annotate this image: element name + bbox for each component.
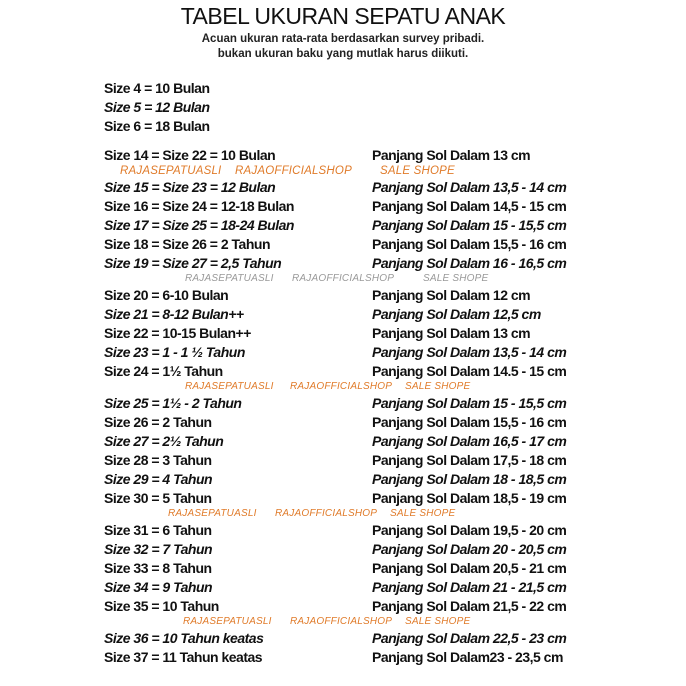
sole-length-label: Panjang Sol Dalam 12,5 cm (372, 306, 541, 322)
size-age-label: Size 24 = 1½ Tahun (104, 363, 223, 379)
watermark-text: RAJASEPATUASLI (185, 273, 274, 284)
size-age-label: Size 17 = Size 25 = 18-24 Bulan (104, 217, 294, 233)
sole-length-label: Panjang Sol Dalam 18,5 - 19 cm (372, 490, 567, 506)
size-age-label: Size 5 = 12 Bulan (104, 99, 210, 115)
sole-length-label: Panjang Sol Dalam 20,5 - 21 cm (372, 560, 567, 576)
watermark-text: RAJAOFFICIALSHOP (290, 616, 393, 627)
sole-length-label: Panjang Sol Dalam 12 cm (372, 287, 531, 303)
watermark-text: SALE SHOPE (423, 273, 489, 284)
sole-length-label: Panjang Sol Dalam 13 cm (372, 147, 531, 163)
size-age-label: Size 14 = Size 22 = 10 Bulan (104, 147, 276, 163)
watermark-text: RAJAOFFICIALSHOP (275, 508, 378, 519)
size-age-label: Size 32 = 7 Tahun (104, 541, 213, 557)
watermark-text: SALE SHOPE (405, 616, 471, 627)
size-age-label: Size 33 = 8 Tahun (104, 560, 212, 576)
sole-length-label: Panjang Sol Dalam 15,5 - 16 cm (372, 414, 567, 430)
size-age-label: Size 27 = 2½ Tahun (104, 433, 224, 449)
size-age-label: Size 4 = 10 Bulan (104, 80, 210, 96)
sole-length-label: Panjang Sol Dalam 15 - 15,5 cm (372, 217, 567, 233)
sole-length-label: Panjang Sol Dalam 16,5 - 17 cm (372, 433, 567, 449)
page-title: TABEL UKURAN SEPATU ANAK (180, 3, 506, 29)
size-age-label: Size 19 = Size 27 = 2,5 Tahun (104, 255, 282, 271)
size-age-label: Size 34 = 9 Tahun (104, 579, 213, 595)
sole-length-label: Panjang Sol Dalam 13,5 - 14 cm (372, 344, 567, 360)
watermark-text: RAJAOFFICIALSHOP (235, 165, 352, 177)
sole-length-label: Panjang Sol Dalam 20 - 20,5 cm (372, 541, 567, 557)
sole-length-label: Panjang Sol Dalam 17,5 - 18 cm (372, 452, 567, 468)
sole-length-label: Panjang Sol Dalam 16 - 16,5 cm (372, 255, 567, 271)
size-age-label: Size 31 = 6 Tahun (104, 522, 212, 538)
watermark-text: RAJASEPATUASLI (183, 616, 272, 627)
sole-length-label: Panjang Sol Dalam 15,5 - 16 cm (372, 236, 567, 252)
watermark-text: RAJASEPATUASLI (120, 165, 222, 177)
size-age-label: Size 22 = 10-15 Bulan++ (104, 325, 251, 341)
sole-length-label: Panjang Sol Dalam 19,5 - 20 cm (372, 522, 567, 538)
sole-length-label: Panjang Sol Dalam23 - 23,5 cm (372, 649, 563, 665)
sole-length-label: Panjang Sol Dalam 14.5 - 15 cm (372, 363, 567, 379)
size-age-label: Size 37 = 11 Tahun keatas (104, 649, 263, 665)
sole-length-label: Panjang Sol Dalam 21,5 - 22 cm (372, 598, 567, 614)
watermark-text: SALE SHOPE (380, 165, 455, 177)
sole-length-label: Panjang Sol Dalam 18 - 18,5 cm (372, 471, 567, 487)
size-age-label: Size 23 = 1 - 1 ½ Tahun (104, 344, 245, 360)
size-age-label: Size 36 = 10 Tahun keatas (104, 630, 264, 646)
subtitle-line-1: Acuan ukuran rata-rata berdasarkan survey pribadi. (201, 33, 485, 45)
size-age-label: Size 6 = 18 Bulan (104, 118, 210, 134)
watermark-text: RAJASEPATUASLI (168, 508, 257, 519)
sole-length-label: Panjang Sol Dalam 13 cm (372, 325, 531, 341)
sole-length-label: Panjang Sol Dalam 13,5 - 14 cm (372, 179, 567, 195)
size-age-label: Size 35 = 10 Tahun (104, 598, 219, 614)
watermark-text: SALE SHOPE (390, 508, 456, 519)
size-age-label: Size 16 = Size 24 = 12-18 Bulan (104, 198, 294, 214)
sole-length-label: Panjang Sol Dalam 14,5 - 15 cm (372, 198, 567, 214)
watermark-text: RAJAOFFICIALSHOP (290, 381, 393, 392)
size-age-label: Size 26 = 2 Tahun (104, 414, 212, 430)
size-age-label: Size 15 = Size 23 = 12 Bulan (104, 179, 276, 195)
sole-length-label: Panjang Sol Dalam 21 - 21,5 cm (372, 579, 567, 595)
watermark-text: RAJAOFFICIALSHOP (292, 273, 395, 284)
sole-length-label: Panjang Sol Dalam 22,5 - 23 cm (372, 630, 567, 646)
watermark-text: SALE SHOPE (405, 381, 471, 392)
sole-length-label: Panjang Sol Dalam 15 - 15,5 cm (372, 395, 567, 411)
size-age-label: Size 25 = 1½ - 2 Tahun (104, 395, 242, 411)
size-age-label: Size 18 = Size 26 = 2 Tahun (104, 236, 270, 252)
subtitle-line-2: bukan ukuran baku yang mutlak harus diikuti. (217, 48, 469, 60)
size-age-label: Size 20 = 6-10 Bulan (104, 287, 229, 303)
size-age-label: Size 29 = 4 Tahun (104, 471, 213, 487)
size-age-label: Size 28 = 3 Tahun (104, 452, 212, 468)
size-age-label: Size 30 = 5 Tahun (104, 490, 212, 506)
watermark-text: RAJASEPATUASLI (185, 381, 274, 392)
size-age-label: Size 21 = 8-12 Bulan++ (104, 306, 244, 322)
